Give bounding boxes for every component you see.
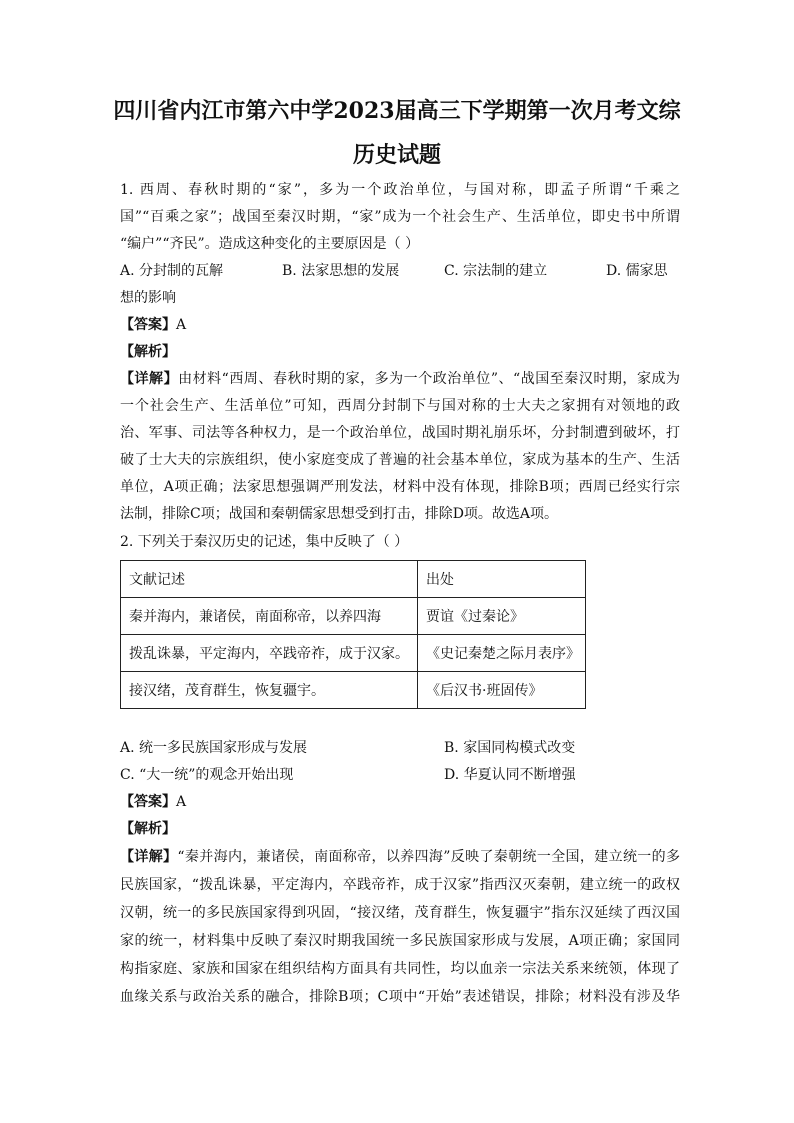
q2-option-b: B. 家国同构模式改变 <box>444 740 576 756</box>
table-cell: 拨乱诛暴，平定海内，卒践帝祚，成于汉家。 <box>121 635 418 672</box>
q1-detail-line: 治、军事、司法等各种权力，是一个政治单位，战国时期礼崩乐坏，分封制遭到破坏，打 <box>120 425 680 441</box>
document-subtitle: 历史试题 <box>352 142 441 168</box>
table-cell: 《后汉书·班固传》 <box>418 672 586 709</box>
answer-label: 【答案】 <box>120 317 176 333</box>
table-cell: 贾谊《过秦论》 <box>418 598 586 635</box>
q1-option-a: A. 分封制的瓦解 <box>120 263 224 279</box>
q2-option-c: C. “大一统”的观念开始出现 <box>120 767 294 783</box>
q2-source-table <box>120 560 586 709</box>
q2-detail-line: 血缘关系与政治关系的融合，排除B项；C项中“开始”表述错误，排除；材料没有涉及华 <box>120 989 680 1005</box>
q2-detail-line: 汉朝，统一的多民族国家得到巩固，“接汉绪，茂育群生，恢复疆宇”指东汉延续了西汉国 <box>120 905 680 921</box>
q2-option-d: D. 华夏认同不断增强 <box>444 767 576 783</box>
q1-stem-line: 国”“百乘之家”；战国至秦汉时期，“家”成为一个社会生产、生活单位，即史书中所谓 <box>120 209 680 225</box>
table-row <box>121 672 586 709</box>
answer-value: A <box>176 317 187 333</box>
q2-detail-line: 民族国家，“拨乱诛暴，平定海内，卒践帝祚，成于汉家”指西汉灭秦朝，建立统一的政权 <box>120 877 680 893</box>
answer-value: A <box>176 794 187 810</box>
q1-option-c: C. 宗法制的建立 <box>444 263 548 279</box>
q2-option-a: A. 统一多民族国家形成与发展 <box>120 740 308 756</box>
q1-answer <box>120 316 680 334</box>
q1-option-d-continued: 想的影响 <box>120 290 176 306</box>
q1-stem-line: 1. 西周、春秋时期的“家”，多为一个政治单位，与国对称，即孟子所谓“千乘之 <box>120 182 680 198</box>
q2-stem: 2. 下列关于秦汉历史的记述，集中反映了（ ） <box>120 534 409 550</box>
q1-detail-line: 一个社会生产、生活单位”可知，西周分封制下与国对称的士大夫之家拥有对领地的政 <box>120 398 680 414</box>
q1-stem-line: “编户”“齐民”。造成这种变化的主要原因是（ ） <box>120 236 420 252</box>
table-cell: 《史记秦楚之际月表序》 <box>418 635 586 672</box>
table-header-row <box>121 561 586 598</box>
q1-detail-line: 破了士大夫的宗族组织，使小家庭变成了普遍的社会基本单位，家成为基本的生产、生活 <box>120 452 680 468</box>
q1-detail-line: 法制，排除C项；战国和秦朝儒家思想受到打击，排除D项。故选A项。 <box>120 506 559 522</box>
q1-detail-line: 单位，A项正确；法家思想强调严刑发法，材料中没有体现，排除B项；西周已经实行宗 <box>120 479 680 495</box>
q2-detail-line: 【详解】“秦并海内，兼诸侯，南面称帝，以养四海”反映了秦朝统一全国，建立统一的多 <box>120 849 681 865</box>
detail-label: 【详解】 <box>120 849 178 865</box>
table-row <box>121 598 586 635</box>
table-header-cell: 文献记述 <box>121 561 418 598</box>
document-title: 四川省内江市第六中学2023届高三下学期第一次月考文综 <box>113 98 681 124</box>
q1-option-d: D. 儒家思 <box>606 263 668 279</box>
q2-detail-line: 家的统一，材料集中反映了秦汉时期我国统一多民族国家形成与发展，A项正确；家国同 <box>120 933 680 949</box>
table-cell: 接汉绪，茂育群生，恢复疆宇。 <box>121 672 418 709</box>
answer-label: 【答案】 <box>120 794 176 810</box>
q1-option-b: B. 法家思想的发展 <box>282 263 400 279</box>
detail-label: 【详解】 <box>120 371 179 387</box>
table-cell: 秦并海内，兼诸侯，南面称帝，以养四海 <box>121 598 418 635</box>
table-header-cell: 出处 <box>418 561 586 598</box>
table-row <box>121 635 586 672</box>
q1-detail-line: 【详解】由材料“西周、春秋时期的家，多为一个政治单位”、“战国至秦汉时期，家成为 <box>120 371 680 387</box>
q2-analysis-label: 【解析】 <box>120 821 176 837</box>
q2-answer <box>120 793 680 811</box>
q2-detail-line: 构指家庭、家族和国家在组织结构方面具有共同性，均以血亲一宗法关系来统领，体现了 <box>120 961 680 977</box>
q1-analysis-label: 【解析】 <box>120 344 176 360</box>
